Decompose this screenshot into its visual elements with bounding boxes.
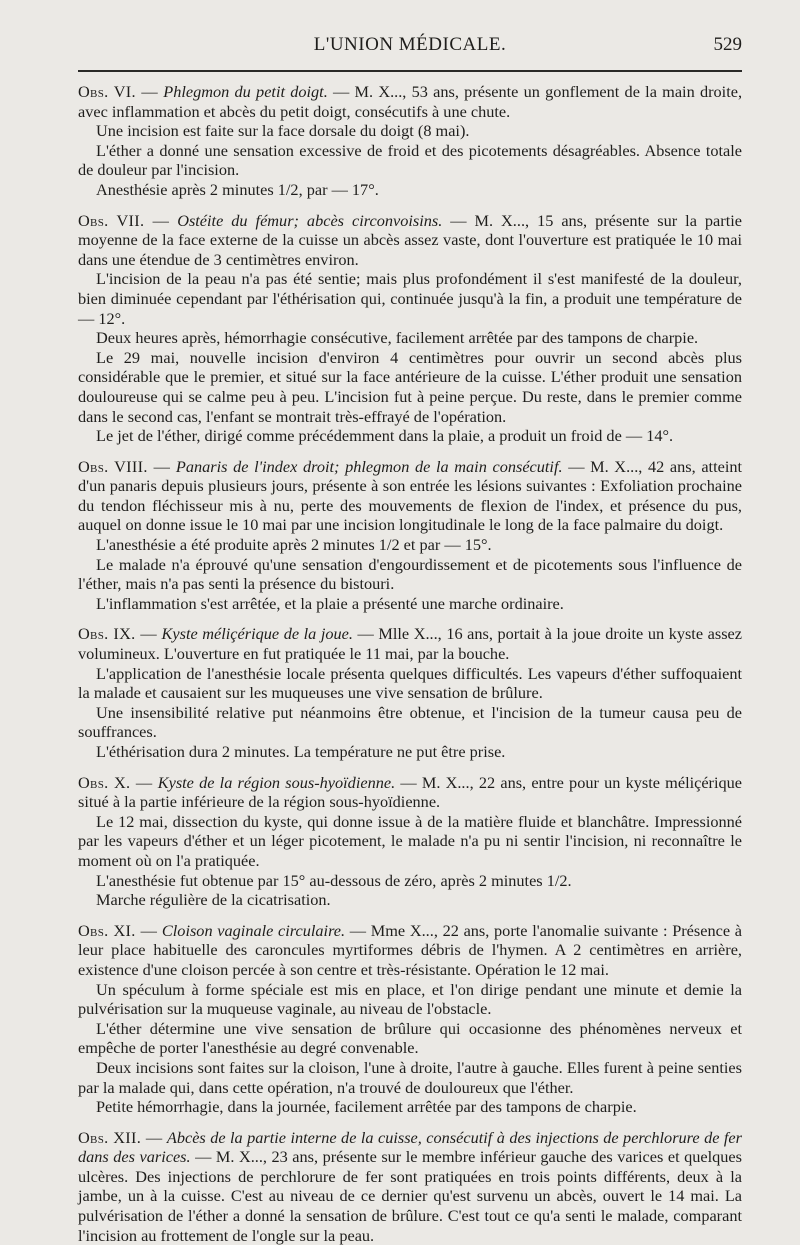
observation-number: Obs. XI. — bbox=[78, 920, 158, 940]
observation-lead-text: — M. X..., 15 ans, présente sur la partie moyenne de la face externe de la cuisse un abcès assez vaste, dont l'ouverture est pratiquée le 10 mai dans une étendue de 3 centimètres environ. bbox=[78, 210, 742, 269]
observation-lead bbox=[78, 211, 742, 270]
observation-lead bbox=[78, 921, 742, 980]
paragraph: Le malade n'a éprouvé qu'une sensation d'engourdissement et de picotements sous l'influence de l'éther, mais n'a pas senti la présence du bistouri. bbox=[78, 554, 742, 594]
page-body bbox=[78, 82, 742, 1245]
paragraph: L'anesthésie a été produite après 2 minutes 1/2 et par — 15°. bbox=[96, 535, 492, 555]
observation-lead bbox=[78, 82, 742, 121]
paragraph: Une incision est faite sur la face dorsale du doigt (8 mai). bbox=[96, 121, 470, 141]
observation-title: Ostéite du fémur; abcès circonvoisins. bbox=[177, 210, 443, 230]
observation-10 bbox=[78, 773, 742, 910]
observation-8 bbox=[78, 457, 742, 614]
observation-lead-text: — M. X..., 22 ans, entre pour un kyste méliçérique situé à la partie inférieure de la région sous-hyoïdienne. bbox=[78, 772, 743, 812]
observation-title: Kyste méliçérique de la joue. bbox=[161, 624, 353, 644]
observation-11 bbox=[78, 921, 742, 1117]
paragraph: L'application de l'anesthésie locale présenta quelques difficultés. Les vapeurs d'éther suffoquaient la malade et causaient sur les muqueuses une vive sensation de brûlure. bbox=[78, 663, 742, 703]
paragraph: Une insensibilité relative put néanmoins être obtenue, et l'incision de la tumeur causa peu de souffrances. bbox=[78, 702, 742, 742]
observation-12 bbox=[78, 1128, 742, 1245]
page-header bbox=[78, 30, 742, 72]
paragraph: Deux incisions sont faites sur la cloison, l'une à droite, l'autre à gauche. Elles furent à peine senties par la malade qui, dans cette opération, n'a trouvé de douloureux que l'éther. bbox=[78, 1057, 742, 1097]
observation-lead-text: — M. X..., 23 ans, présente sur le membre inférieur gauche des varices et quelques ulcères. Des injections de perchlorure de fer sont pratiquées en trois points différents, deux à la jambe, un à la cuisse. C'est au niveau de ce dernier qu'est survenu un abcès, ouvert le 14 mai. La pulvérisation de l'éther a donné la sensation de brûlure. C'est tout ce qu'a senti le malade, comparant l'incision au frottement de l'ongle sur la peau. bbox=[78, 1147, 742, 1245]
paragraph: L'éthérisation dura 2 minutes. La température ne put être prise. bbox=[96, 742, 506, 761]
paragraph: Un spéculum à forme spéciale est mis en place, et l'on dirige pendant une minute et demie la pulvérisation sur la muqueuse vaginale, au niveau de l'obstacle. bbox=[78, 979, 742, 1019]
paragraph: L'anesthésie fut obtenue par 15° au-dessous de zéro, après 2 minutes 1/2. bbox=[96, 870, 572, 890]
observation-title: Phlegmon du petit doigt. bbox=[163, 82, 328, 101]
observation-title: Kyste de la région sous-hyoïdienne. bbox=[157, 772, 396, 792]
observation-lead-text: — Mlle X..., 16 ans, portait à la joue droite un kyste assez volumineux. L'ouverture en fut pratiquée le 11 mai, par la bouche. bbox=[78, 624, 742, 664]
observation-lead-text: — M. X..., 53 ans, présente un gonflement de la main droite, avec inflammation et abcès du petit doigt, consécutifs à une chute. bbox=[78, 82, 743, 121]
observation-7 bbox=[78, 211, 742, 446]
observation-lead-text: — Mme X..., 22 ans, porte l'anomalie suivante : Présence à leur place habituelle des caroncules myrtiformes débris de l'hymen. A 2 centimètres en arrière, existence d'une cloison percée à son centre et très-résistante. Opération le 12 mai. bbox=[78, 920, 742, 979]
observation-lead bbox=[78, 624, 742, 663]
observation-number: Obs. VIII. — bbox=[78, 456, 171, 476]
observation-lead bbox=[78, 773, 742, 812]
observation-9 bbox=[78, 624, 742, 761]
paragraph: L'éther a donné une sensation excessive de froid et des picotements désagréables. Absence totale de douleur par l'incision. bbox=[78, 140, 742, 180]
observation-6 bbox=[78, 82, 742, 200]
observation-number: Obs. VII. — bbox=[78, 210, 170, 230]
running-title: L'UNION MÉDICALE. bbox=[313, 34, 507, 55]
paragraph: L'incision de la peau n'a pas été sentie; mais plus profondément il s'est manifesté de la douleur, bien diminuée cependant par l'éthérisation qui, continuée jusqu'à la fin, a produit une température de — 12°. bbox=[78, 269, 742, 328]
paragraph: Le jet de l'éther, dirigé comme précédemment dans la plaie, a produit un froid de — 14°. bbox=[96, 426, 674, 446]
paragraph: L'inflammation s'est arrêtée, et la plaie a présenté une marche ordinaire. bbox=[96, 593, 564, 613]
observation-lead bbox=[78, 1128, 742, 1245]
observation-number: Obs. IX. — bbox=[78, 624, 157, 644]
observation-lead-text: — M. X..., 42 ans, atteint d'un panaris depuis plusieurs jours, présente à son entrée les lésions suivantes : Exfoliation prochaine du tendon fléchisseur mis à nu, perte des mouvements de flexion de l'index, et présence du pus, auquel on donne issue le 10 mai par une incision longitudinale le long de la face palmaire du doigt. bbox=[78, 456, 743, 535]
paragraph: Petite hémorrhagie, dans la journée, facilement arrêtée par des tampons de charpie. bbox=[96, 1097, 637, 1117]
observation-lead bbox=[78, 457, 742, 535]
observation-title: Abcès de la partie interne de la cuisse, consécutif à des injections de perchlorure de fer dans des varices. bbox=[78, 1127, 742, 1167]
paragraph: L'éther détermine une vive sensation de brûlure qui occasionne des phénomènes nerveux et empêche de porter l'anesthésie au degré convenable. bbox=[78, 1018, 742, 1058]
observation-number: Obs. VI. — bbox=[78, 82, 159, 101]
paragraph: Marche régulière de la cicatrisation. bbox=[96, 890, 331, 910]
observation-title: Panaris de l'index droit; phlegmon de la main consécutif. bbox=[175, 456, 563, 476]
observation-number: Obs. XII. — bbox=[78, 1127, 163, 1147]
paragraph: Le 29 mai, nouvelle incision d'environ 4 centimètres pour ouvrir un second abcès plus considérable que le premier, et situé sur la face antérieure de la cuisse. L'éther produit une sensation douloureuse qui se calme peu à peu. L'incision fut à peine perçue. Du reste, dans le premier comme dans le second cas, l'enfant se montrait très-effrayé de l'opération. bbox=[78, 347, 742, 426]
page-number: 529 bbox=[713, 34, 742, 55]
paragraph: Anesthésie après 2 minutes 1/2, par — 17°. bbox=[96, 179, 379, 199]
observation-number: Obs. X. — bbox=[78, 772, 153, 792]
paragraph: Le 12 mai, dissection du kyste, qui donne issue à de la matière fluide et blanchâtre. Impressionné par les vapeurs d'éther et un léger picotement, le malade n'a pu ni sentir l'incision, ni reconnaître le moment où on l'a pratiquée. bbox=[78, 811, 742, 870]
paragraph: Deux heures après, hémorrhagie consécutive, facilement arrêtée par des tampons de charpie. bbox=[96, 328, 699, 348]
observation-title: Cloison vaginale circulaire. bbox=[161, 920, 346, 940]
